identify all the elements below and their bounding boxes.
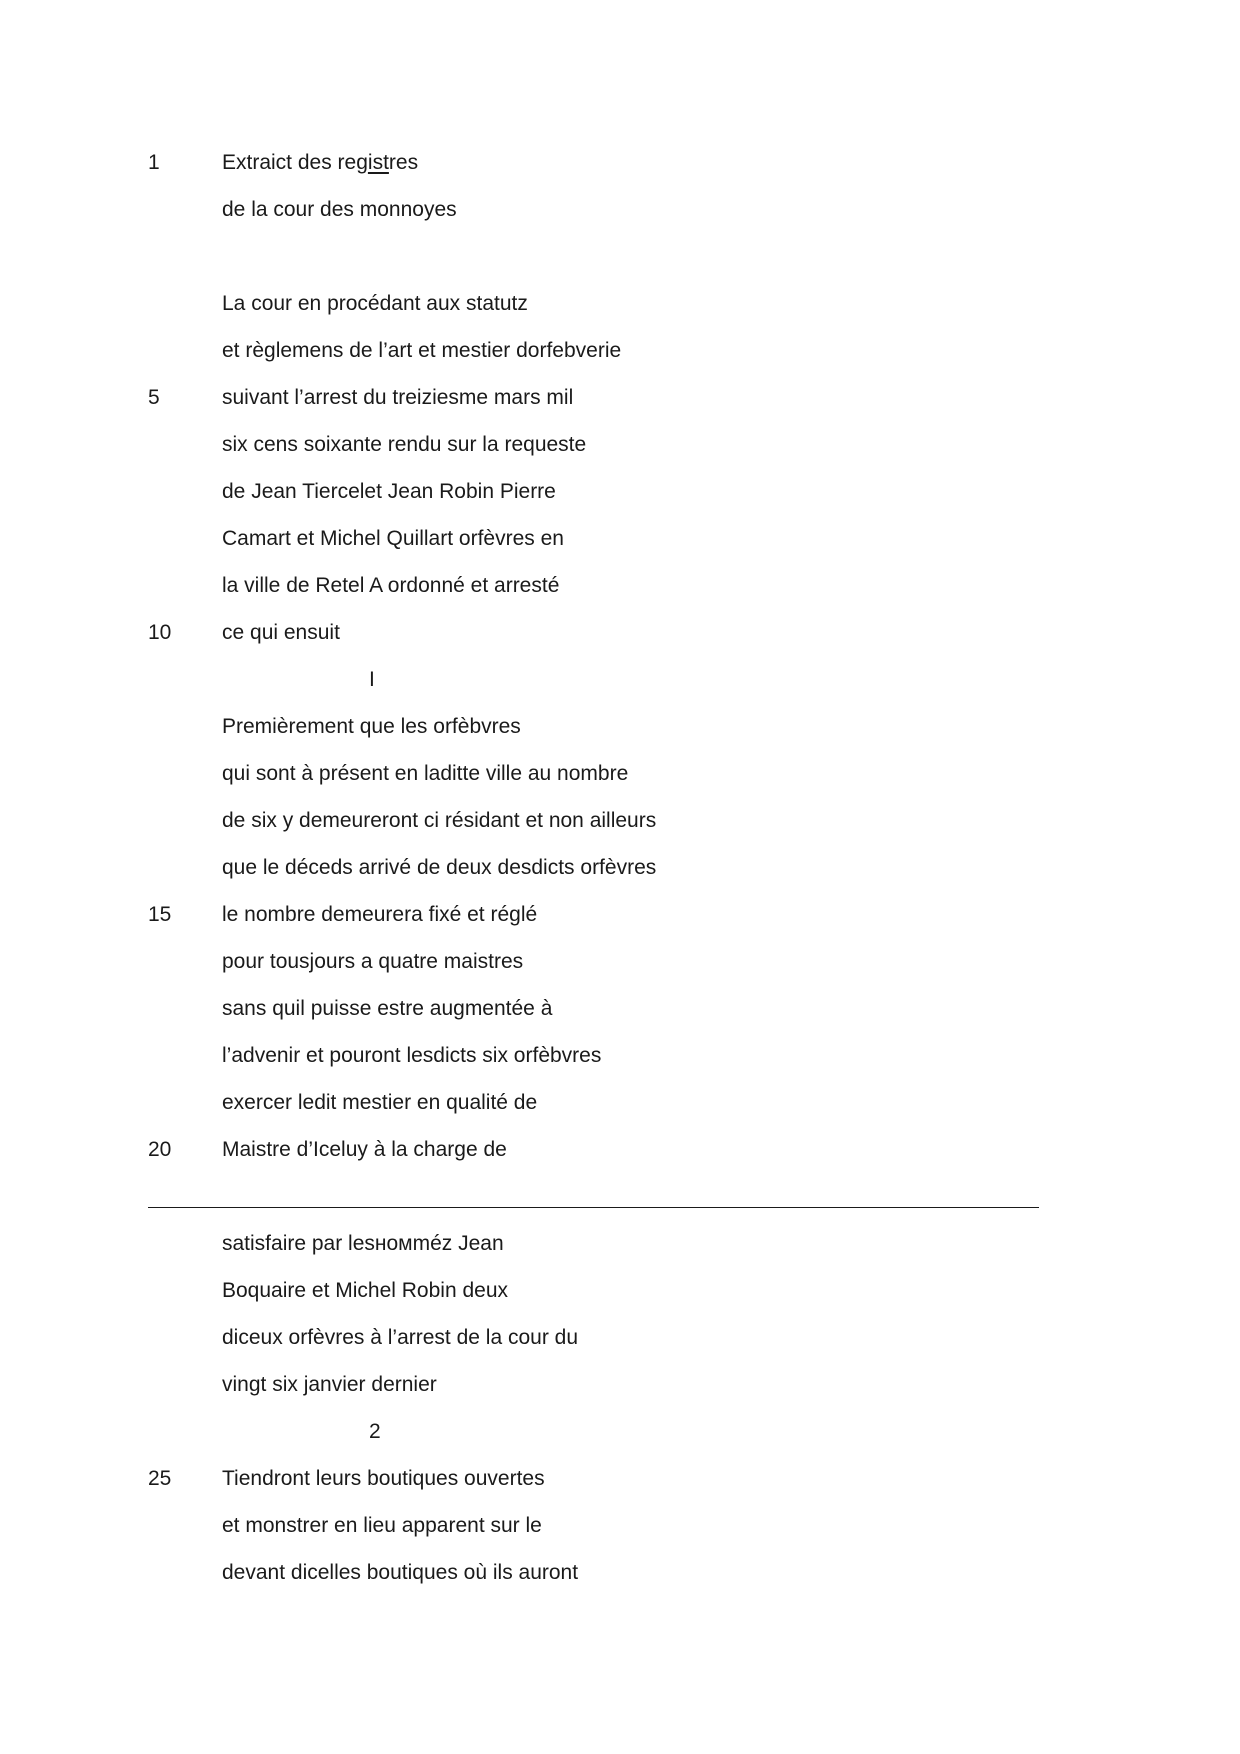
line-text: et monstrer en lieu apparent sur le: [222, 1514, 542, 1537]
line-text: vingt six janvier dernier: [222, 1373, 437, 1396]
line-text: [222, 139, 418, 186]
line-text: exercer ledit mestier en qualité de: [222, 1091, 538, 1114]
line-text: que le déceds arrivé de deux desdicts orfèvres: [222, 856, 657, 879]
line-22: [0, 1267, 1240, 1314]
line-text: Tiendront leurs boutiques ouvertes: [222, 1467, 545, 1490]
line-4: [0, 327, 1240, 374]
line-text: devant dicelles boutiques où ils auront: [222, 1561, 579, 1584]
line-text: pour tousjours a quatre maistres: [222, 950, 524, 973]
line-13: [0, 797, 1240, 844]
line-text: l’advenir et pouront lesdicts six orfèbvres: [222, 1044, 602, 1067]
line-8: [0, 515, 1240, 562]
line-15: [0, 891, 1240, 938]
line-5: [0, 374, 1240, 421]
line-25: [0, 1455, 1240, 1502]
line-text: de six y demeureront ci résidant et non ailleurs: [222, 809, 657, 832]
line-14: [0, 844, 1240, 891]
section-heading-2: [0, 1408, 1240, 1455]
line-number: 15: [148, 903, 172, 926]
line-text: de Jean Tiercelet Jean Robin Pierre: [222, 480, 556, 503]
line-text: le nombre demeurera fixé et réglé: [222, 903, 538, 926]
line-text: Camart et Michel Quillart orfèvres en: [222, 527, 564, 550]
line-number: 25: [148, 1467, 172, 1490]
line-11: [0, 703, 1240, 750]
line-7: [0, 468, 1240, 515]
line-19: [0, 1079, 1240, 1126]
line-6: [0, 421, 1240, 468]
line-1: [0, 139, 1240, 186]
line-number: 20: [148, 1138, 172, 1161]
line-26: [0, 1502, 1240, 1549]
line-text: Boquaire et Michel Robin deux: [222, 1279, 509, 1302]
line-20: [0, 1126, 1240, 1173]
line-text: satisfaire par lesномméz Jean: [222, 1232, 504, 1255]
section-number: I: [369, 668, 375, 691]
line-21: [0, 1220, 1240, 1267]
line-text: de la cour des monnoyes: [222, 198, 457, 221]
line-9: [0, 562, 1240, 609]
line-text: six cens soixante rendu sur la requeste: [222, 433, 587, 456]
line-text: qui sont à présent en laditte ville au nombre: [222, 762, 629, 785]
line-17: [0, 985, 1240, 1032]
section-heading-1: [0, 656, 1240, 703]
line-number: 5: [148, 386, 160, 409]
text-part: Extraict des reg: [222, 151, 368, 174]
line-text: suivant l’arrest du treiziesme mars mil: [222, 386, 574, 409]
line-text: Premièrement que les orfèbvres: [222, 715, 521, 738]
line-text: ce qui ensuit: [222, 621, 340, 644]
line-text: et règlemens de l’art et mestier dorfebverie: [222, 339, 622, 362]
line-number: 10: [148, 621, 172, 644]
line-number: 1: [148, 151, 160, 174]
line-23: [0, 1314, 1240, 1361]
line-12: [0, 750, 1240, 797]
section-number: 2: [369, 1420, 381, 1443]
line-3: [0, 280, 1240, 327]
underlined-text: ist: [367, 151, 389, 174]
line-text: Maistre d’Iceluy à la charge de: [222, 1138, 507, 1161]
line-text: La cour en procédant aux statutz: [222, 292, 528, 315]
line-27: [0, 1549, 1240, 1596]
line-24: [0, 1361, 1240, 1408]
line-10: [0, 609, 1240, 656]
page-break-divider: [148, 1207, 1039, 1208]
text-part: res: [388, 151, 419, 174]
line-text: la ville de Retel A ordonné et arresté: [222, 574, 560, 597]
line-text: diceux orfèvres à l’arrest de la cour du: [222, 1326, 579, 1349]
line-text: sans quil puisse estre augmentée à: [222, 997, 553, 1020]
line-18: [0, 1032, 1240, 1079]
line-2: [0, 186, 1240, 233]
line-16: [0, 938, 1240, 985]
